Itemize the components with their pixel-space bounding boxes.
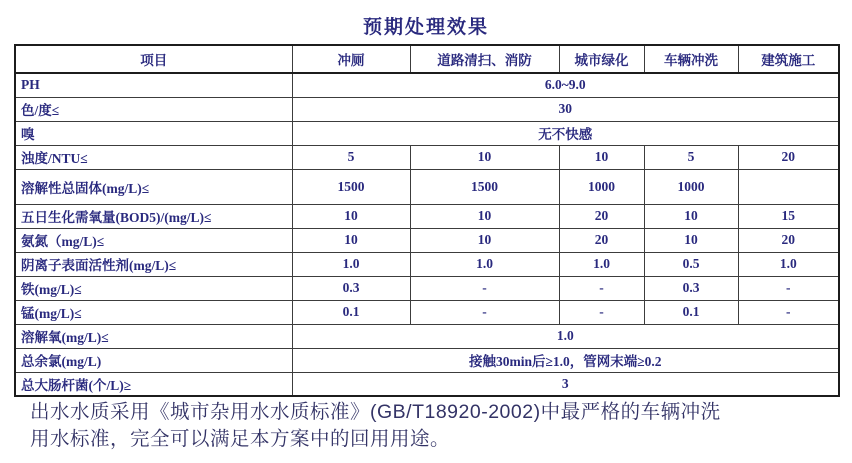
page-title: 预期处理效果 [362,17,489,38]
row-value: 0.1 [644,300,738,324]
row-label: 锰(mg/L)≤ [15,300,292,324]
row-value: 0.3 [644,276,738,300]
conclusion-note [30,399,840,453]
row-label: 浊度/NTU≤ [15,145,292,169]
table-row-color [15,97,839,121]
row-value: 接触30min后≥1.0，管网末端≥0.2 [292,348,839,372]
row-label: PH [15,73,292,97]
column-header-item: 项目 [15,45,292,73]
row-value: 20 [738,228,839,252]
row-value: 5 [292,145,410,169]
row-value: 30 [292,97,839,121]
row-label: 总余氯(mg/L) [15,348,292,372]
row-value [738,169,839,204]
table-row-ammonia [15,228,839,252]
row-label: 色/度≤ [15,97,292,121]
row-label: 嗅 [15,121,292,145]
row-label: 氨氮（mg/L)≤ [15,228,292,252]
row-value: 10 [410,145,559,169]
row-value: - [559,300,644,324]
row-value: 10 [644,204,738,228]
row-label: 溶解氧(mg/L)≤ [15,324,292,348]
table-row-odor [15,121,839,145]
row-value: 10 [410,228,559,252]
row-value: 1.0 [292,252,410,276]
row-value: 20 [559,228,644,252]
row-value: 1.0 [559,252,644,276]
row-value: 6.0~9.0 [292,73,839,97]
table-row-iron [15,276,839,300]
conclusion-note-line1: 出水水质采用《城市杂用水水质标准》(GB/T18920-2002)中最严格的车辆冲洗 [30,401,721,423]
treatment-effects-table [14,44,840,397]
row-label: 溶解性总固体(mg/L)≤ [15,169,292,204]
row-value: 1.0 [738,252,839,276]
table-row-turbidity [15,145,839,169]
table-row-anionic-surfactant [15,252,839,276]
table-row-bod5 [15,204,839,228]
row-value: 0.3 [292,276,410,300]
row-value: 0.5 [644,252,738,276]
row-value: 5 [644,145,738,169]
row-value: 10 [292,204,410,228]
column-header-road-cleaning: 道路清扫、消防 [410,45,559,73]
row-value: 20 [559,204,644,228]
column-header-construction: 建筑施工 [738,45,839,73]
row-value: 1.0 [292,324,839,348]
row-value: - [738,276,839,300]
row-value: - [410,276,559,300]
table-row-manganese [15,300,839,324]
row-label: 总大肠杆菌(个/L)≥ [15,372,292,396]
row-value: 10 [292,228,410,252]
row-value: 10 [559,145,644,169]
column-header-toilet-flushing: 冲厕 [292,45,410,73]
row-value: 10 [410,204,559,228]
table-row-dissolved-solids [15,169,839,204]
table-row-residual-chlorine [15,348,839,372]
row-value: - [559,276,644,300]
table-row-coliform [15,372,839,396]
row-value: 1.0 [410,252,559,276]
row-value: 1000 [644,169,738,204]
row-label: 五日生化需氧量(BOD5)/(mg/L)≤ [15,204,292,228]
row-value: 无不快感 [292,121,839,145]
row-value: 3 [292,372,839,396]
row-value: - [410,300,559,324]
row-label: 铁(mg/L)≤ [15,276,292,300]
row-value: 1500 [410,169,559,204]
row-value: 15 [738,204,839,228]
row-value: - [738,300,839,324]
column-header-urban-greening: 城市绿化 [559,45,644,73]
table-header-row [15,45,839,73]
table-row-ph [15,73,839,97]
conclusion-note-line2: 用水标准，完全可以满足本方案中的回用用途。 [30,428,451,450]
row-value: 1500 [292,169,410,204]
row-value: 20 [738,145,839,169]
row-label: 阴离子表面活性剂(mg/L)≤ [15,252,292,276]
row-value: 0.1 [292,300,410,324]
row-value: 1000 [559,169,644,204]
table-row-dissolved-oxygen [15,324,839,348]
row-value: 10 [644,228,738,252]
column-header-vehicle-washing: 车辆冲洗 [644,45,738,73]
